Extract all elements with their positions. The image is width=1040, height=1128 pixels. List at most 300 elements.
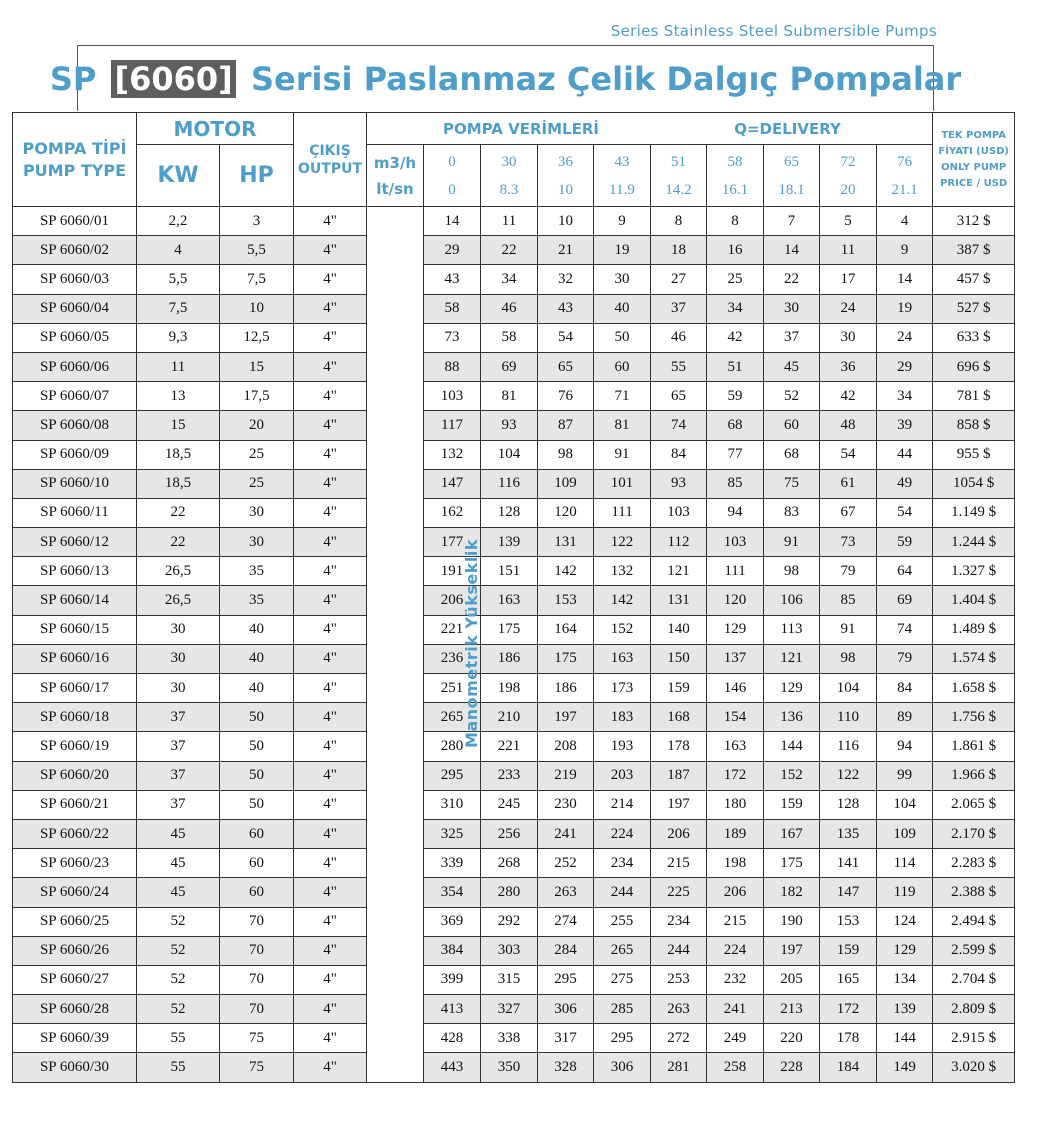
flow-header-2: 36 10	[538, 145, 594, 207]
head-value-cell: 29	[877, 352, 933, 381]
head-value-cell: 142	[538, 557, 594, 586]
head-value-cell: 177	[424, 528, 481, 557]
price-cell: 2.388 $	[933, 878, 1015, 907]
head-value-cell: 146	[707, 674, 764, 703]
table-row	[13, 790, 1015, 819]
head-value-cell: 30	[594, 265, 651, 294]
head-value-cell: 76	[538, 382, 594, 411]
head-value-cell: 34	[481, 265, 538, 294]
flow-header-6: 65 18.1	[764, 145, 820, 207]
kw-cell: 52	[137, 995, 220, 1024]
head-value-cell: 25	[707, 265, 764, 294]
hp-cell: 10	[220, 294, 294, 323]
price-cell: 2.915 $	[933, 1024, 1015, 1053]
head-value-cell: 81	[594, 411, 651, 440]
head-value-cell: 206	[424, 586, 481, 615]
head-value-cell: 159	[820, 936, 877, 965]
pump-price-table	[12, 112, 1015, 1083]
head-value-cell: 191	[424, 557, 481, 586]
head-value-cell: 198	[707, 849, 764, 878]
output-cell: 4"	[294, 790, 367, 819]
head-value-cell: 350	[481, 1053, 538, 1082]
kw-cell: 37	[137, 732, 220, 761]
head-value-cell: 149	[877, 1053, 933, 1082]
head-value-cell: 84	[877, 674, 933, 703]
table-row	[13, 528, 1015, 557]
head-value-cell: 128	[820, 790, 877, 819]
header-row-1	[13, 113, 1015, 145]
kw-cell: 52	[137, 907, 220, 936]
head-value-cell: 186	[481, 644, 538, 673]
kw-cell: 30	[137, 674, 220, 703]
head-value-cell: 178	[820, 1024, 877, 1053]
pump-type-cell: SP 6060/15	[13, 615, 137, 644]
head-value-cell: 206	[707, 878, 764, 907]
head-value-cell: 184	[820, 1053, 877, 1082]
head-value-cell: 17	[820, 265, 877, 294]
head-value-cell: 310	[424, 790, 481, 819]
head-value-cell: 178	[651, 732, 707, 761]
price-cell: 1.574 $	[933, 644, 1015, 673]
head-value-cell: 203	[594, 761, 651, 790]
head-value-cell: 99	[877, 761, 933, 790]
head-value-cell: 48	[820, 411, 877, 440]
head-value-cell: 14	[764, 236, 820, 265]
price-cell: 1.966 $	[933, 761, 1015, 790]
manometric-head-label: Manometrik Yükseklik	[461, 539, 481, 749]
kw-cell: 37	[137, 790, 220, 819]
output-cell: 4"	[294, 703, 367, 732]
head-value-cell: 183	[594, 703, 651, 732]
table-row	[13, 849, 1015, 878]
output-cell: 4"	[294, 849, 367, 878]
head-value-cell: 197	[651, 790, 707, 819]
head-value-cell: 4	[877, 207, 933, 236]
price-cell: 2.065 $	[933, 790, 1015, 819]
hp-cell: 25	[220, 440, 294, 469]
head-value-cell: 132	[594, 557, 651, 586]
head-value-cell: 268	[481, 849, 538, 878]
pump-type-cell: SP 6060/03	[13, 265, 137, 294]
price-cell: 2.170 $	[933, 819, 1015, 848]
kw-cell: 45	[137, 849, 220, 878]
head-value-cell: 263	[651, 995, 707, 1024]
head-value-cell: 180	[707, 790, 764, 819]
head-value-cell: 265	[594, 936, 651, 965]
head-value-cell: 295	[538, 965, 594, 994]
head-value-cell: 163	[707, 732, 764, 761]
price-cell: 1.489 $	[933, 615, 1015, 644]
head-value-cell: 225	[651, 878, 707, 907]
kw-cell: 26,5	[137, 586, 220, 615]
header-row-2	[13, 145, 1015, 207]
head-value-cell: 106	[764, 586, 820, 615]
head-value-cell: 369	[424, 907, 481, 936]
head-value-cell: 87	[538, 411, 594, 440]
head-value-cell: 30	[820, 323, 877, 352]
hp-cell: 60	[220, 819, 294, 848]
output-cell: 4"	[294, 878, 367, 907]
hp-cell: 30	[220, 528, 294, 557]
hp-cell: 30	[220, 498, 294, 527]
head-value-cell: 83	[764, 498, 820, 527]
head-value-cell: 136	[764, 703, 820, 732]
price-cell: 2.599 $	[933, 936, 1015, 965]
head-value-cell: 116	[481, 469, 538, 498]
flow-header-5: 58 16.1	[707, 145, 764, 207]
page-title	[50, 60, 961, 98]
head-value-cell: 339	[424, 849, 481, 878]
head-value-cell: 98	[820, 644, 877, 673]
output-cell: 4"	[294, 1024, 367, 1053]
title-prefix: SP	[49, 59, 97, 98]
head-value-cell: 39	[877, 411, 933, 440]
head-value-cell: 27	[651, 265, 707, 294]
price-label-2: FİYATI (USD)	[938, 145, 1009, 157]
head-value-cell: 172	[820, 995, 877, 1024]
output-cell: 4"	[294, 615, 367, 644]
head-value-cell: 215	[707, 907, 764, 936]
flow-header-3: 43 11.9	[594, 145, 651, 207]
output-cell: 4"	[294, 995, 367, 1024]
head-value-cell: 49	[877, 469, 933, 498]
head-value-cell: 317	[538, 1024, 594, 1053]
head-value-cell: 153	[538, 586, 594, 615]
kw-header: KW	[137, 145, 220, 207]
pump-type-cell: SP 6060/16	[13, 644, 137, 673]
head-value-cell: 258	[707, 1053, 764, 1082]
head-value-cell: 45	[764, 352, 820, 381]
hp-cell: 7,5	[220, 265, 294, 294]
title-rest: Serisi Paslanmaz Çelik Dalgıç Pompalar	[250, 59, 962, 98]
price-cell: 2.283 $	[933, 849, 1015, 878]
head-value-cell: 210	[481, 703, 538, 732]
head-value-cell: 52	[764, 382, 820, 411]
head-value-cell: 198	[481, 674, 538, 703]
flow-unit-header	[367, 145, 424, 207]
flow-header-7: 72 20	[820, 145, 877, 207]
price-cell: 781 $	[933, 382, 1015, 411]
price-cell: 858 $	[933, 411, 1015, 440]
head-value-cell: 68	[764, 440, 820, 469]
head-value-cell: 129	[877, 936, 933, 965]
head-value-cell: 122	[594, 528, 651, 557]
hp-cell: 75	[220, 1053, 294, 1082]
hp-cell: 15	[220, 352, 294, 381]
price-header	[933, 113, 1015, 207]
output-cell: 4"	[294, 732, 367, 761]
price-cell: 1.244 $	[933, 528, 1015, 557]
head-value-cell: 73	[820, 528, 877, 557]
head-value-cell: 236	[424, 644, 481, 673]
head-value-cell: 79	[820, 557, 877, 586]
head-value-cell: 241	[707, 995, 764, 1024]
head-value-cell: 281	[651, 1053, 707, 1082]
table-row	[13, 644, 1015, 673]
head-value-cell: 197	[538, 703, 594, 732]
head-value-cell: 208	[538, 732, 594, 761]
head-value-cell: 241	[538, 819, 594, 848]
head-value-cell: 101	[594, 469, 651, 498]
kw-cell: 18,5	[137, 469, 220, 498]
head-value-cell: 88	[424, 352, 481, 381]
head-value-cell: 22	[481, 236, 538, 265]
head-value-cell: 91	[594, 440, 651, 469]
hp-cell: 20	[220, 411, 294, 440]
head-value-cell: 193	[594, 732, 651, 761]
head-value-cell: 18	[651, 236, 707, 265]
head-value-cell: 272	[651, 1024, 707, 1053]
output-cell: 4"	[294, 207, 367, 236]
pump-type-cell: SP 6060/39	[13, 1024, 137, 1053]
head-value-cell: 54	[820, 440, 877, 469]
head-value-cell: 5	[820, 207, 877, 236]
head-value-cell: 168	[651, 703, 707, 732]
m3h-label: m3/h	[373, 153, 417, 172]
kw-cell: 9,3	[137, 323, 220, 352]
head-value-cell: 91	[820, 615, 877, 644]
pump-type-header	[13, 113, 137, 207]
output-cell: 4"	[294, 907, 367, 936]
head-value-cell: 234	[594, 849, 651, 878]
head-value-cell: 109	[538, 469, 594, 498]
price-cell: 457 $	[933, 265, 1015, 294]
price-label-1: TEK POMPA	[941, 129, 1007, 141]
pump-type-cell: SP 6060/28	[13, 995, 137, 1024]
head-value-cell: 175	[764, 849, 820, 878]
cikis-label: ÇIKIŞ	[309, 142, 351, 159]
table-row	[13, 936, 1015, 965]
table-row	[13, 265, 1015, 294]
pump-type-cell: SP 6060/04	[13, 294, 137, 323]
head-value-cell: 34	[707, 294, 764, 323]
head-value-cell: 154	[707, 703, 764, 732]
price-cell: 2.704 $	[933, 965, 1015, 994]
kw-cell: 55	[137, 1024, 220, 1053]
pump-type-cell: SP 6060/21	[13, 790, 137, 819]
head-value-cell: 255	[594, 907, 651, 936]
head-value-cell: 215	[651, 849, 707, 878]
head-value-cell: 252	[538, 849, 594, 878]
head-value-cell: 14	[424, 207, 481, 236]
head-value-cell: 175	[481, 615, 538, 644]
pompa-verimleri-label: POMPA VERİMLERİ	[443, 119, 599, 138]
price-cell: 3.020 $	[933, 1053, 1015, 1082]
output-cell: 4"	[294, 352, 367, 381]
head-value-cell: 34	[877, 382, 933, 411]
head-value-cell: 147	[424, 469, 481, 498]
kw-cell: 5,5	[137, 265, 220, 294]
head-value-cell: 43	[424, 265, 481, 294]
head-value-cell: 151	[481, 557, 538, 586]
head-value-cell: 295	[594, 1024, 651, 1053]
head-value-cell: 113	[764, 615, 820, 644]
head-value-cell: 61	[820, 469, 877, 498]
delivery-label: Q=DELIVERY	[734, 119, 841, 138]
head-value-cell: 71	[594, 382, 651, 411]
head-value-cell: 131	[651, 586, 707, 615]
head-value-cell: 67	[820, 498, 877, 527]
price-cell: 2.809 $	[933, 995, 1015, 1024]
price-cell: 1.149 $	[933, 498, 1015, 527]
head-value-cell: 110	[820, 703, 877, 732]
price-cell: 1054 $	[933, 469, 1015, 498]
head-value-cell: 141	[820, 849, 877, 878]
head-value-cell: 84	[651, 440, 707, 469]
head-value-cell: 46	[481, 294, 538, 323]
head-value-cell: 109	[877, 819, 933, 848]
table-row	[13, 732, 1015, 761]
table-row	[13, 965, 1015, 994]
ltsn-label: lt/sn	[376, 179, 414, 198]
kw-cell: 37	[137, 761, 220, 790]
kw-cell: 30	[137, 644, 220, 673]
head-value-cell: 144	[764, 732, 820, 761]
head-value-cell: 265	[424, 703, 481, 732]
head-value-cell: 94	[877, 732, 933, 761]
head-value-cell: 303	[481, 936, 538, 965]
head-value-cell: 164	[538, 615, 594, 644]
pump-type-cell: SP 6060/12	[13, 528, 137, 557]
head-value-cell: 233	[481, 761, 538, 790]
kw-cell: 26,5	[137, 557, 220, 586]
head-value-cell: 58	[481, 323, 538, 352]
head-value-cell: 220	[764, 1024, 820, 1053]
head-value-cell: 89	[877, 703, 933, 732]
table-row	[13, 469, 1015, 498]
head-value-cell: 111	[594, 498, 651, 527]
head-value-cell: 213	[764, 995, 820, 1024]
price-label-4: PRICE / USD	[940, 177, 1008, 189]
head-value-cell: 54	[538, 323, 594, 352]
head-value-cell: 224	[707, 936, 764, 965]
head-value-cell: 128	[481, 498, 538, 527]
head-value-cell: 443	[424, 1053, 481, 1082]
pump-type-cell: SP 6060/22	[13, 819, 137, 848]
head-value-cell: 117	[424, 411, 481, 440]
head-value-cell: 104	[877, 790, 933, 819]
head-value-cell: 428	[424, 1024, 481, 1053]
head-value-cell: 46	[651, 323, 707, 352]
table-row	[13, 907, 1015, 936]
price-cell: 527 $	[933, 294, 1015, 323]
hp-cell: 70	[220, 965, 294, 994]
output-cell: 4"	[294, 323, 367, 352]
head-value-cell: 147	[820, 878, 877, 907]
flow-header-8: 76 21.1	[877, 145, 933, 207]
head-value-cell: 94	[707, 498, 764, 527]
head-value-cell: 91	[764, 528, 820, 557]
price-cell: 312 $	[933, 207, 1015, 236]
pump-type-cell: SP 6060/18	[13, 703, 137, 732]
head-value-cell: 205	[764, 965, 820, 994]
head-value-cell: 7	[764, 207, 820, 236]
table-row	[13, 878, 1015, 907]
head-value-cell: 206	[651, 819, 707, 848]
output-cell: 4"	[294, 382, 367, 411]
head-value-cell: 228	[764, 1053, 820, 1082]
head-value-cell: 104	[481, 440, 538, 469]
head-value-cell: 338	[481, 1024, 538, 1053]
head-value-cell: 98	[538, 440, 594, 469]
pump-type-cell: SP 6060/17	[13, 674, 137, 703]
output-cell: 4"	[294, 528, 367, 557]
head-value-cell: 230	[538, 790, 594, 819]
head-value-cell: 120	[707, 586, 764, 615]
price-cell: 955 $	[933, 440, 1015, 469]
head-value-cell: 114	[877, 849, 933, 878]
title-model-code: [6060]	[111, 60, 235, 98]
head-value-cell: 43	[538, 294, 594, 323]
kw-cell: 4	[137, 236, 220, 265]
output-cell: 4"	[294, 674, 367, 703]
output-header	[294, 113, 367, 207]
head-value-cell: 221	[481, 732, 538, 761]
head-value-cell: 152	[764, 761, 820, 790]
head-value-cell: 159	[651, 674, 707, 703]
head-value-cell: 36	[820, 352, 877, 381]
head-value-cell: 11	[481, 207, 538, 236]
output-cell: 4"	[294, 965, 367, 994]
head-value-cell: 98	[764, 557, 820, 586]
head-value-cell: 325	[424, 819, 481, 848]
head-value-cell: 234	[651, 907, 707, 936]
kw-cell: 22	[137, 498, 220, 527]
head-value-cell: 150	[651, 644, 707, 673]
head-value-cell: 77	[707, 440, 764, 469]
pump-type-cell: SP 6060/27	[13, 965, 137, 994]
head-value-cell: 16	[707, 236, 764, 265]
kw-cell: 55	[137, 1053, 220, 1082]
head-value-cell: 253	[651, 965, 707, 994]
head-value-cell: 256	[481, 819, 538, 848]
price-cell: 696 $	[933, 352, 1015, 381]
price-cell: 1.861 $	[933, 732, 1015, 761]
pump-type-cell: SP 6060/07	[13, 382, 137, 411]
pump-type-cell: SP 6060/14	[13, 586, 137, 615]
pump-type-cell: SP 6060/26	[13, 936, 137, 965]
pump-type-cell: SP 6060/25	[13, 907, 137, 936]
hp-cell: 35	[220, 586, 294, 615]
hp-cell: 60	[220, 878, 294, 907]
head-value-cell: 139	[481, 528, 538, 557]
price-cell: 1.327 $	[933, 557, 1015, 586]
table-row	[13, 703, 1015, 732]
head-value-cell: 132	[424, 440, 481, 469]
kw-cell: 15	[137, 411, 220, 440]
output-cell: 4"	[294, 586, 367, 615]
head-value-cell: 111	[707, 557, 764, 586]
head-value-cell: 42	[707, 323, 764, 352]
head-value-cell: 103	[651, 498, 707, 527]
head-value-cell: 64	[877, 557, 933, 586]
title-box	[49, 45, 962, 111]
head-value-cell: 8	[651, 207, 707, 236]
hp-cell: 70	[220, 995, 294, 1024]
pump-type-cell: SP 6060/08	[13, 411, 137, 440]
hp-cell: 25	[220, 469, 294, 498]
head-value-cell: 37	[764, 323, 820, 352]
table-row	[13, 440, 1015, 469]
output-cell: 4"	[294, 440, 367, 469]
head-value-cell: 54	[877, 498, 933, 527]
head-value-cell: 11	[820, 236, 877, 265]
hp-cell: 17,5	[220, 382, 294, 411]
price-label-3: ONLY PUMP	[941, 161, 1007, 173]
hp-cell: 50	[220, 761, 294, 790]
head-value-cell: 285	[594, 995, 651, 1024]
hp-cell: 75	[220, 1024, 294, 1053]
